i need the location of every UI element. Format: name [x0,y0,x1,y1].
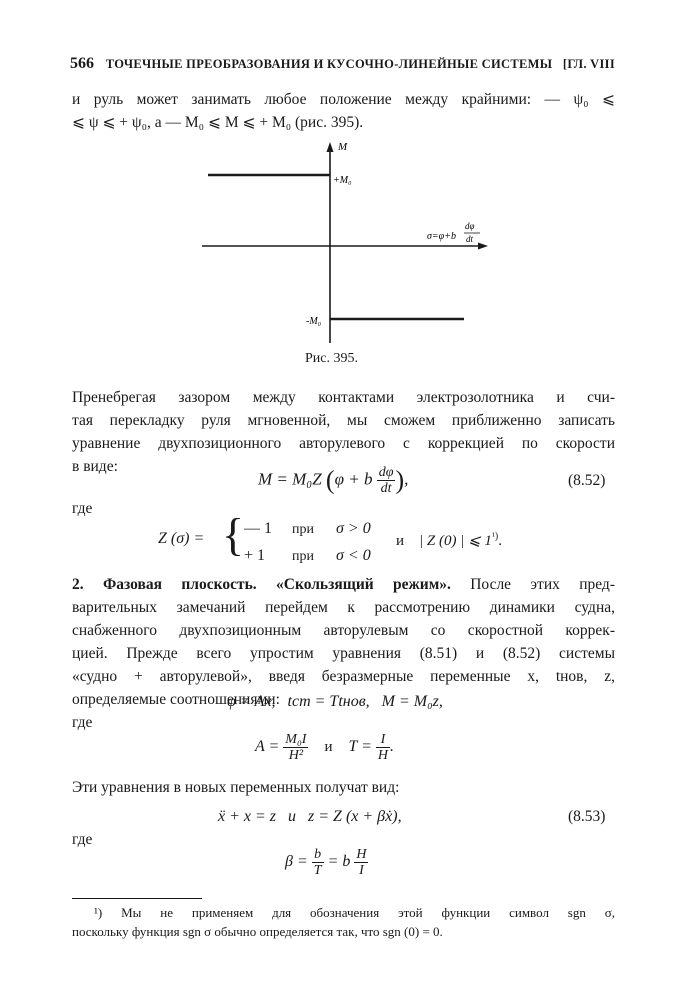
text-line: варительных замечаний перейдем к рассмотрению динамики судна, [72,599,615,616]
conjunction: и [396,533,405,549]
text-span: После этих пред- [470,576,615,593]
frac-num: H [356,847,367,862]
equation-number-8-52: (8.52) [568,472,606,489]
footnote-line: ¹) Мы не применяем для обозначения этой функции символ sgn σ, [94,905,615,920]
frac-den: dt [380,481,392,496]
text-line [72,573,615,596]
upper-level-label: +M₀ [333,175,352,186]
page-number: 566 [70,55,94,72]
cases-brace: { [222,509,245,560]
z-zero-inequality: | Z (0) | ⩽ 1 [419,533,492,549]
footnote-rule [72,898,202,899]
equation-z-definition [158,530,204,548]
case-row [244,516,371,543]
footnote-line: поскольку функция sgn σ обычно определяется так, что sgn (0) = 0. [72,924,443,939]
z-zero-bound [396,531,502,550]
footnote-reference: ¹) [491,531,499,542]
equation-A-T [255,732,394,763]
case-row [244,543,371,570]
text-line: Пренебрегая зазором между контактами электрозолотника и счи- [72,389,615,406]
conjunction: и [324,739,333,756]
frac-num: dφ [378,465,394,480]
eq-lhs: M = M₀Z [258,469,322,489]
figure-395-relay-characteristic [200,138,500,348]
frac-den: H² [288,748,304,763]
lower-level-label: -M₀ [306,316,322,327]
paren-left: ( [325,465,335,495]
x-axis-deriv-den: dt [466,234,474,244]
case-value: + 1 [244,547,266,564]
section-phase-plane [72,573,615,711]
paragraph-intro [72,88,615,134]
text-line: в виде: [72,458,118,475]
figure-caption: Рис. 395. [305,351,358,366]
T-lhs: T = [348,738,372,756]
case-condition: σ < 0 [336,547,371,564]
beta-lhs: β = [285,853,308,871]
equation-number-8-53: (8.53) [568,808,606,825]
y-axis-arrow [327,142,334,152]
x-axis-arrow [478,243,488,250]
A-fraction [283,732,308,763]
period: . [390,738,395,756]
frac-den: H [377,748,389,763]
where-label: где [72,831,93,848]
frac-den: I [359,863,364,878]
period: . [498,533,503,549]
chapter-ref: [ГЛ. VIII [562,57,615,71]
z-lhs: Z (σ) = [158,530,205,547]
text-line: тая перекладку руля мгновенной, мы сможем приближенно записать [72,412,615,429]
beta-mid: = b [327,853,351,871]
frac-num: M₀I [285,732,307,747]
A-lhs: A = [255,738,280,756]
text-line: цией. Прежде всего упростим уравнения (8.51) и (8.52) системы [72,645,615,662]
running-header [70,55,615,73]
derivative-fraction [377,465,396,496]
frac-num: I [376,732,390,748]
text-line: определяемые соотношениями: [72,691,280,708]
text-line: снабженного двухпозиционным авторулевым со скоростной коррек- [72,622,615,639]
text-line: и руль может занимать любое положение между крайними: — ψ₀ ⩽ [72,91,615,108]
x-axis-deriv-num: dφ [465,221,475,231]
text-line: уравнение двухпозиционного авторулевого с коррекцией по скорости [72,435,615,452]
equation-substitution: φ = Ax, tст = Ttнов, M = M₀z, [227,693,443,710]
T-fraction [376,732,390,763]
section-heading: 2. Фазовая плоскость. «Скользящий режим». [72,576,451,593]
eq-comma: , [404,469,409,489]
case-value: — 1 [244,520,272,537]
paragraph-new-variables: Эти уравнения в новых переменных получат вид: [72,779,400,796]
paren-right: ) [395,465,405,495]
equation-8-52 [258,465,408,496]
case-word: при [292,522,314,537]
case-condition: σ > 0 [336,520,371,537]
eq-inner: φ + b [334,469,373,489]
cases-block [244,516,371,570]
where-label: где [72,714,93,731]
footnote [72,903,615,941]
y-axis-label: M [338,141,348,153]
text-line: ⩽ ψ ⩽ + ψ₀, а — M₀ ⩽ M ⩽ + M₀ (рис. 395). [72,114,364,131]
text-line: «судно + авторулевой», введя безразмерные переменные x, tнов, z, [72,668,615,685]
frac-den: T [313,863,322,878]
running-title: ТОЧЕЧНЫЕ ПРЕОБРАЗОВАНИЯ И КУСОЧНО-ЛИНЕЙНЫЕ СИСТЕМЫ [105,57,553,71]
equation-8-53: ẍ + x = z и z = Z (x + βẋ), [218,808,402,825]
frac-num: b [312,847,324,863]
beta-fraction-1 [312,847,324,878]
equation-beta [285,847,368,878]
where-label: где [72,500,93,517]
beta-fraction-2 [354,847,368,878]
x-axis-label: σ=φ+b [427,231,456,242]
case-word: при [292,549,314,564]
